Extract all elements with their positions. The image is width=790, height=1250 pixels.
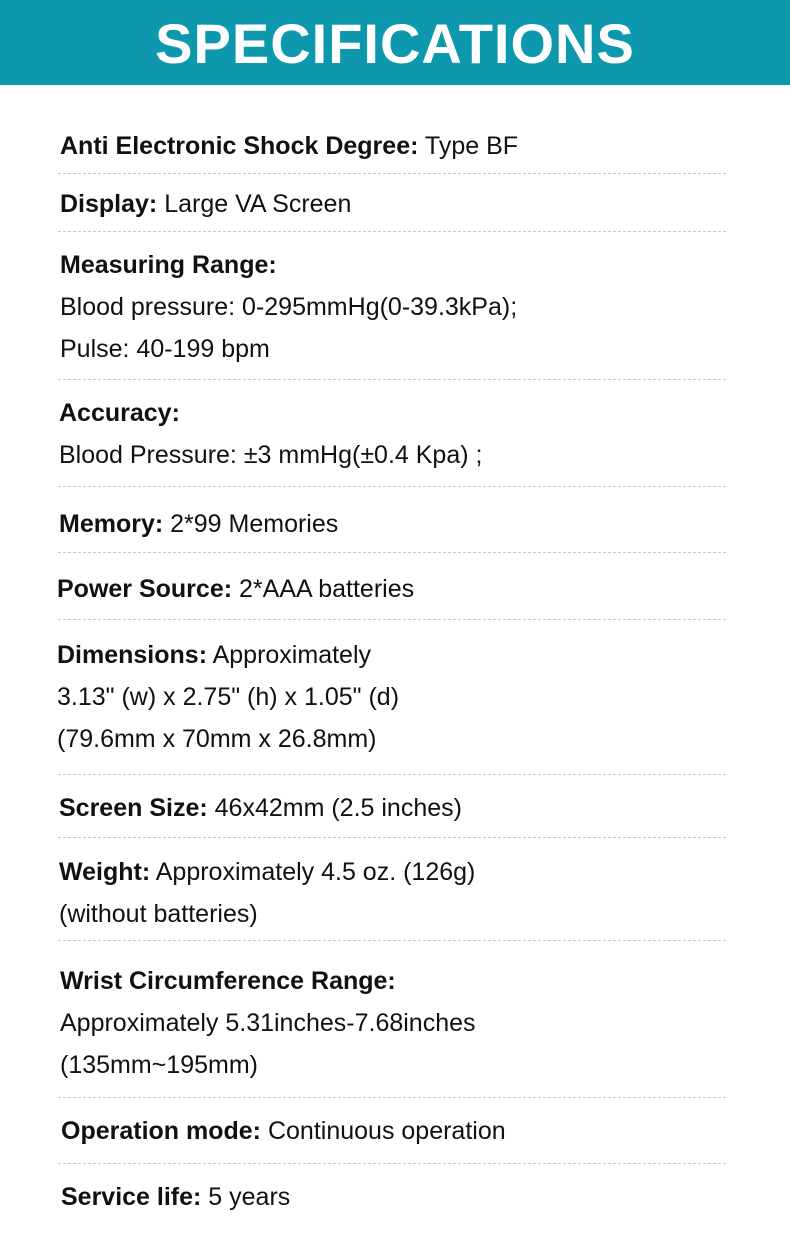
spec-label: Service life: — [61, 1183, 202, 1211]
spec-operation-mode — [61, 1110, 790, 1152]
spec-line — [59, 503, 790, 545]
spec-line — [60, 244, 790, 286]
spec-dimensions — [57, 634, 790, 760]
spec-label: Wrist Circumference Range: — [60, 967, 396, 995]
divider — [58, 619, 726, 620]
spec-line — [61, 1176, 790, 1218]
spec-label: Display: — [60, 190, 158, 218]
divider — [58, 1163, 726, 1164]
spec-line — [57, 568, 790, 610]
spec-line — [59, 851, 790, 893]
spec-line — [60, 960, 790, 1002]
spec-label: Accuracy: — [59, 399, 180, 427]
spec-label: Anti Electronic Shock Degree: — [60, 132, 419, 160]
spec-detail-line: Pulse: 40-199 bpm — [60, 335, 270, 363]
spec-line — [60, 125, 790, 167]
spec-value: Approximately — [207, 641, 371, 669]
spec-detail-line: (without batteries) — [59, 900, 258, 928]
spec-detail-line: Blood Pressure: ±3 mmHg(±0.4 Kpa) ; — [59, 441, 483, 469]
divider — [58, 486, 726, 487]
divider — [58, 940, 726, 941]
spec-measuring-range — [60, 244, 790, 370]
spec-label: Power Source: — [57, 575, 233, 603]
spec-value: Continuous operation — [261, 1117, 506, 1145]
spec-service-life — [61, 1176, 790, 1218]
spec-weight — [59, 851, 790, 935]
spec-line — [57, 634, 790, 676]
spec-value: Approximately 4.5 oz. (126g) — [150, 858, 476, 886]
spec-line — [59, 392, 790, 434]
spec-value: 46x42mm (2.5 inches) — [207, 794, 462, 822]
spec-line — [60, 183, 790, 225]
divider — [58, 837, 726, 838]
spec-detail-line: (79.6mm x 70mm x 26.8mm) — [57, 725, 377, 753]
spec-label: Memory: — [59, 510, 164, 538]
spec-display — [60, 183, 790, 225]
spec-value: 5 years — [201, 1183, 291, 1211]
specifications-header — [0, 0, 790, 85]
spec-label: Dimensions: — [57, 641, 208, 669]
spec-detail-line: (135mm~195mm) — [60, 1051, 258, 1079]
spec-value: Large VA Screen — [157, 190, 352, 218]
spec-anti-electronic-shock-degree — [60, 125, 790, 167]
spec-detail-line: Blood pressure: 0-295mmHg(0-39.3kPa); — [60, 293, 518, 321]
spec-accuracy — [59, 392, 790, 476]
spec-label: Screen Size: — [59, 794, 208, 822]
spec-power-source — [57, 568, 790, 610]
page-title: SPECIFICATIONS — [155, 11, 635, 75]
spec-value: 2*AAA batteries — [232, 575, 415, 603]
divider — [58, 231, 726, 232]
spec-label: Weight: — [59, 858, 151, 886]
spec-label: Operation mode: — [61, 1117, 262, 1145]
spec-value: Type BF — [418, 132, 519, 160]
spec-detail-line: Approximately 5.31inches-7.68inches — [60, 1009, 476, 1037]
divider — [58, 552, 726, 553]
spec-wrist-circumference-range — [60, 960, 790, 1086]
divider — [58, 774, 726, 775]
spec-detail-line: 3.13" (w) x 2.75" (h) x 1.05" (d) — [57, 683, 400, 711]
spec-line — [61, 1110, 790, 1152]
spec-screen-size — [59, 787, 790, 829]
spec-line — [59, 787, 790, 829]
divider — [58, 1097, 726, 1098]
spec-value: 2*99 Memories — [163, 510, 339, 538]
spec-label: Measuring Range: — [60, 251, 277, 279]
spec-memory — [59, 503, 790, 545]
divider — [58, 173, 726, 174]
divider — [58, 379, 726, 380]
